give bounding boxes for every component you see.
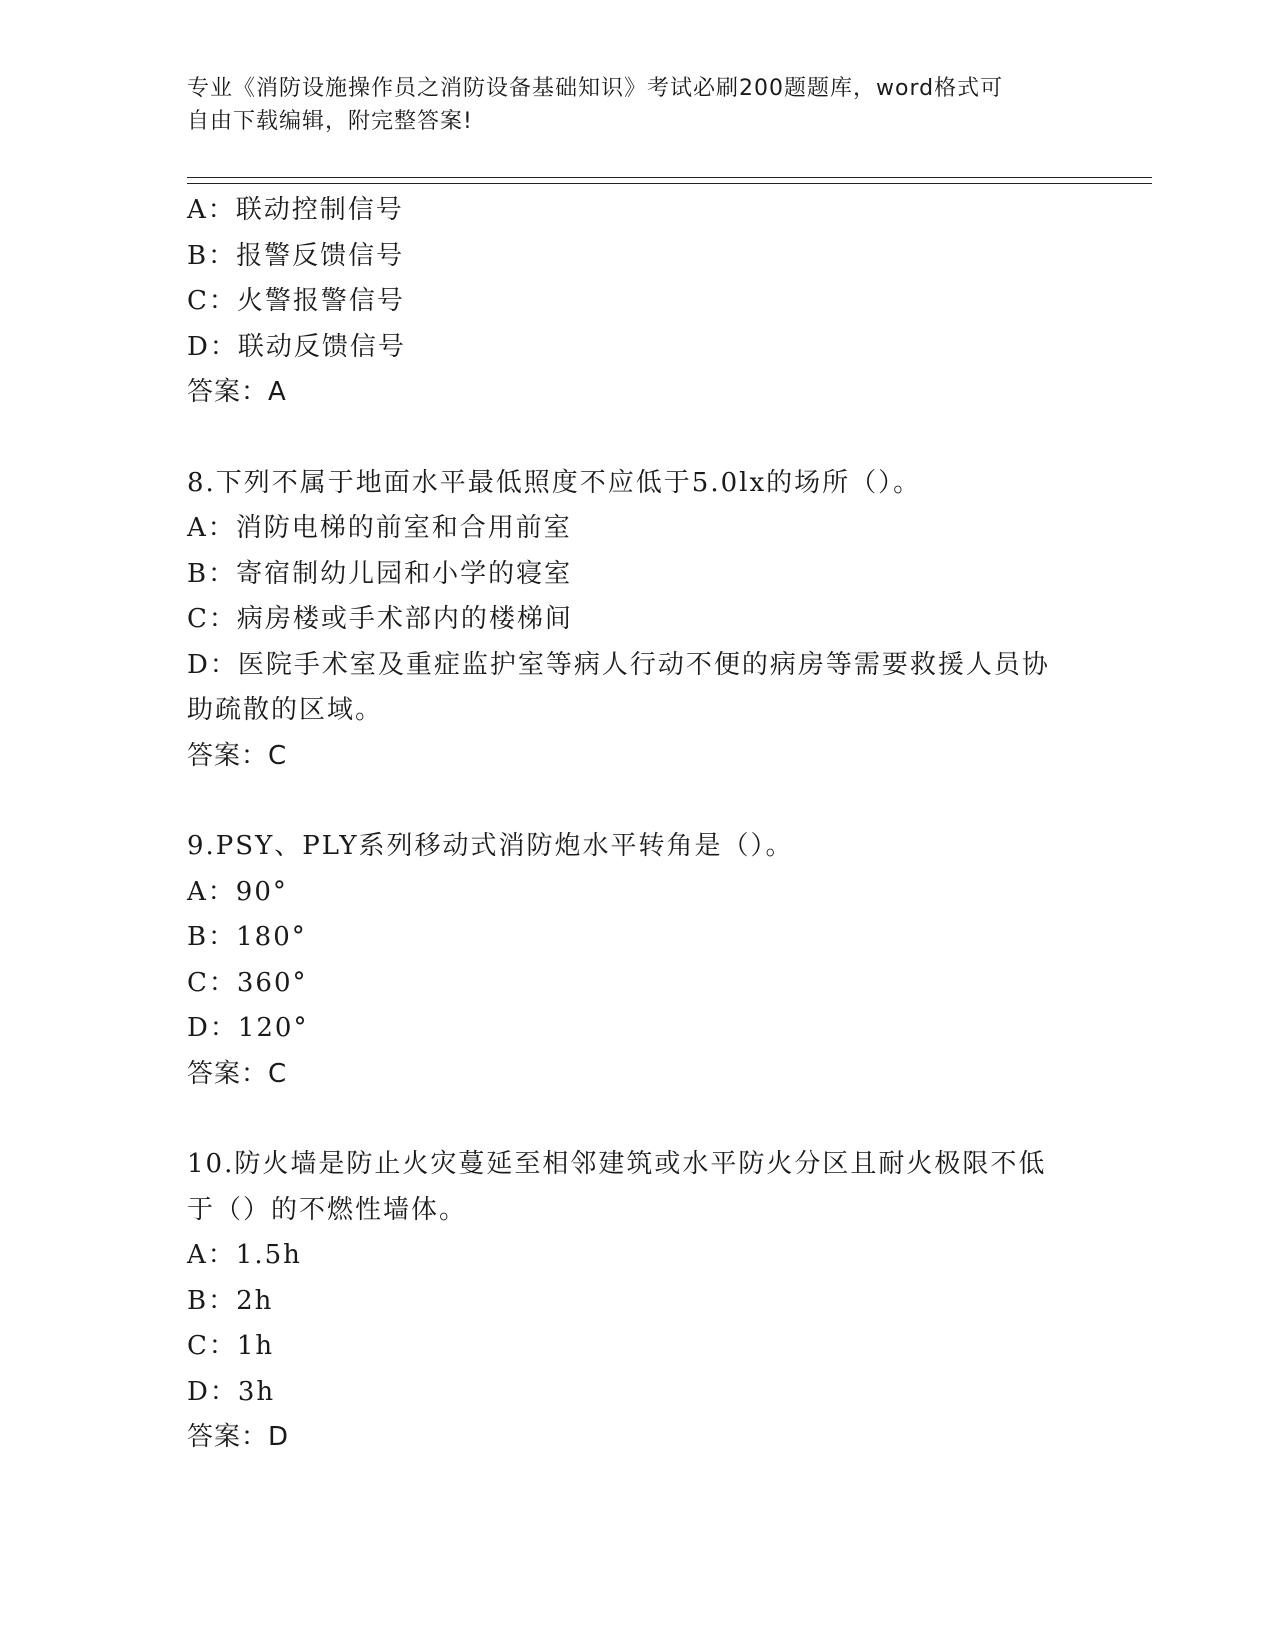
- option-d-continued: 助疏散的区域。: [187, 695, 384, 725]
- question-stem: 9.PSY、PLY系列移动式消防炮水平转角是（）。: [187, 831, 794, 861]
- answer: 答案：C: [187, 1058, 288, 1089]
- question-9: [187, 824, 1087, 1097]
- option-c: C：病房楼或手术部内的楼梯间: [187, 604, 573, 634]
- question-10: [187, 1142, 1087, 1461]
- answer: 答案：A: [187, 377, 287, 407]
- document-header: [187, 72, 1067, 138]
- header-divider-top: [187, 177, 1152, 178]
- option-a: A：消防电梯的前室和合用前室: [187, 513, 572, 543]
- question-list: [187, 188, 1087, 1461]
- option-c: C：火警报警信号: [187, 286, 405, 316]
- option-a: A：1.5h: [187, 1240, 302, 1270]
- option-c: C：1h: [187, 1331, 275, 1361]
- answer: 答案：D: [187, 1422, 290, 1452]
- option-b: B：180°: [187, 922, 307, 952]
- option-d: D：120°: [187, 1013, 309, 1043]
- answer: 答案：C: [187, 740, 288, 771]
- option-b: B：2h: [187, 1285, 274, 1316]
- spacer: [187, 779, 1087, 824]
- question-8: [187, 461, 1087, 780]
- question-7: [187, 188, 1087, 416]
- option-b: B：报警反馈信号: [187, 240, 405, 271]
- question-stem: 10.防火墙是防止火灾蔓延至相邻建筑或水平防火分区且耐火极限不低: [187, 1149, 1047, 1179]
- question-stem-continued: 于（）的不燃性墙体。: [187, 1194, 468, 1225]
- question-stem: 8.下列不属于地面水平最低照度不应低于5.0lx的场所（）。: [187, 467, 922, 498]
- option-d: D：3h: [187, 1376, 276, 1407]
- option-a: A：联动控制信号: [187, 195, 404, 225]
- option-c: C：360°: [187, 967, 308, 998]
- header-line-2: 自由下载编辑，附完整答案!: [187, 109, 473, 134]
- spacer: [187, 1097, 1087, 1142]
- spacer: [187, 416, 1087, 461]
- option-a: A：90°: [187, 876, 288, 907]
- option-b: B：寄宿制幼儿园和小学的寝室: [187, 558, 573, 589]
- option-d: D：医院手术室及重症监护室等病人行动不便的病房等需要救援人员协: [187, 649, 1050, 680]
- header-divider-bottom: [187, 183, 1152, 184]
- option-d: D：联动反馈信号: [187, 331, 406, 362]
- header-line-1: 专业《消防设施操作员之消防设备基础知识》考试必刷200题题库，word格式可: [187, 76, 1004, 101]
